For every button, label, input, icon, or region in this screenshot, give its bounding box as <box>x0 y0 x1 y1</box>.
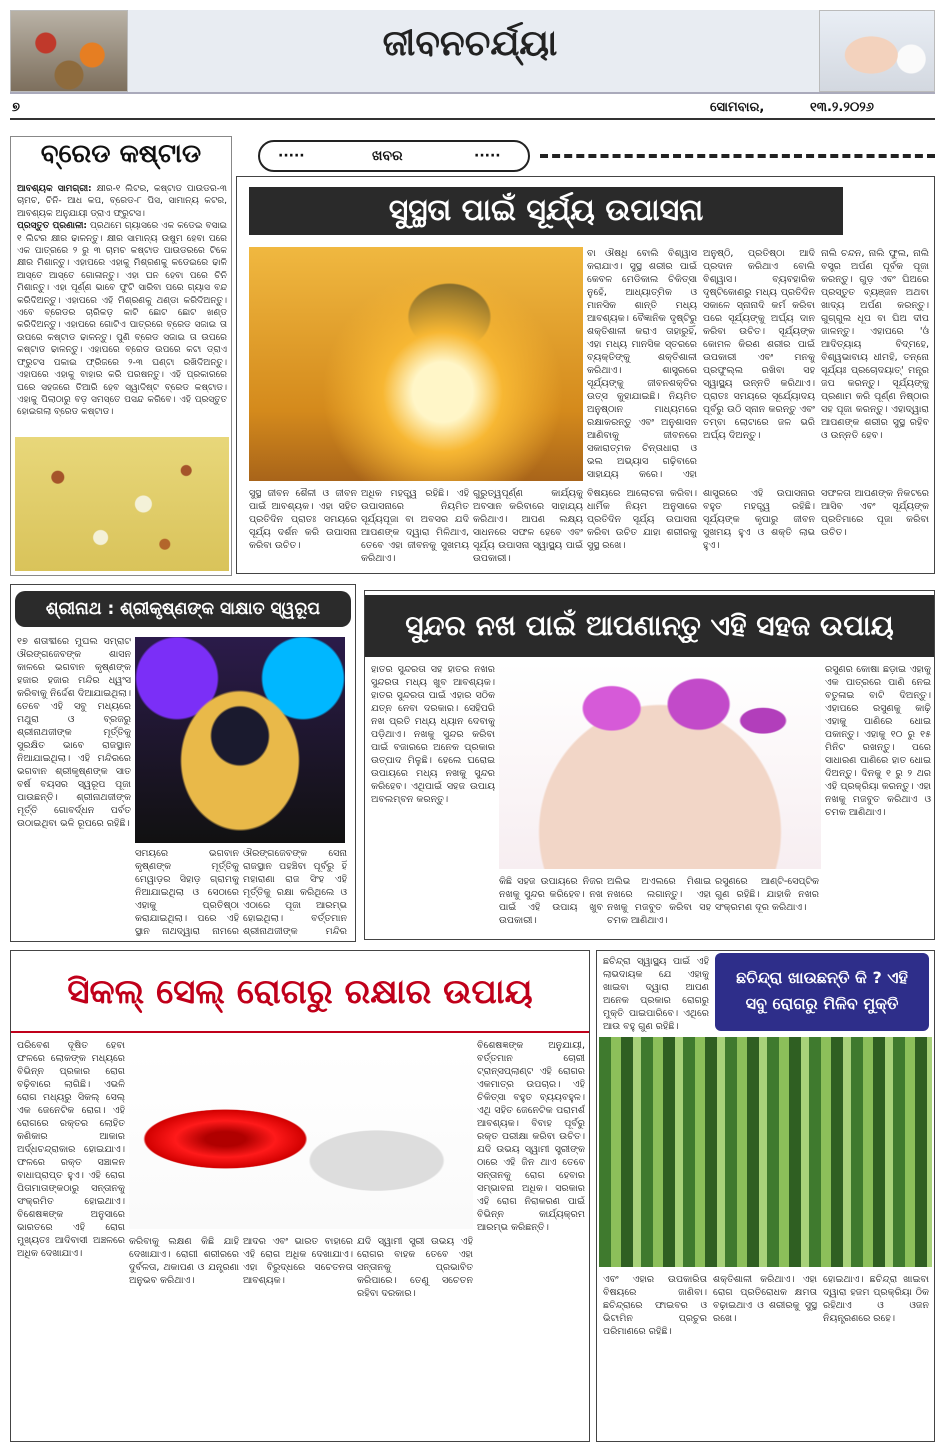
gourd-col-top: ଛଚିନ୍ଦ୍ରା ସ୍ୱାସ୍ଥ୍ୟ ପାଇଁ ଏହି ଲାଭଦାୟକ ଯେ ଏହାକୁ ଖାଇବା ଦ୍ୱାରା ଆପଣ ଅନେକ ପ୍ରକାର ରୋଗରୁ ମୁକ୍ତି ପାଇପାରିବେ। ଏଥିରେ ଆଉ ବହୁ ଗୁଣ ରହିଛି। <box>603 956 709 1032</box>
surya-article <box>236 176 935 574</box>
snake-gourd-article <box>596 950 935 1442</box>
shrinath-col-left: ୧୭ ଶତାବ୍ଦୀରେ ମୁଘଲ ସମ୍ରାଟ ଔରଙ୍ଗଜେବଙ୍କ ଶାସନ କାଳରେ ଭଗବାନ କୃଷ୍ଣଙ୍କ ହଜାର ହଜାର ମନ୍ଦିର ଧ୍ୱଂସ କରିବାକୁ ନିର୍ଦ୍ଦେଶ ଦିଆଯାଇଥିଲା। ତେବେ ଏହି ସବୁ ମଧ୍ୟରେ ମଥୁରା ଓ ବ୍ରଜରୁ ଶ୍ରୀନାଥଜୀଙ୍କ ମୂର୍ତ୍ତିକୁ ସୁରକ୍ଷିତ ଭାବେ ରାଜସ୍ଥାନ ନିଆଯାଇଥିଲା। ଏହି ମନ୍ଦିରରେ ଭଗବାନ ଶ୍ରୀକୃଷ୍ଣଙ୍କ ସାତ ବର୍ଷ ବୟସର ସ୍ୱରୂପ ପୂଜା ପାଉଛନ୍ତି। ଶ୍ରୀନାଥଜୀଙ୍କ ମୂର୍ତ୍ତି ଗୋବର୍ଦ୍ଧନ ପର୍ବତ ଉଠାଇଥିବା ଭଳି ରୂପରେ ରହିଛି। <box>17 636 131 829</box>
method-label: ପ୍ରସ୍ତୁତ ପ୍ରଣାଳୀ: <box>17 221 88 232</box>
nail-col-left: ହାତର ସୁନ୍ଦରତା ସହ ହାତର ନଖର ସୁନ୍ଦରତା ମଧ୍ୟ ଖୁବ ଆବଶ୍ୟକ। ହାତର ସୁନ୍ଦରତା ପାଇଁ ଏହାର ସଠିକ ଯତ୍ନ ନେବା ଦରକାର। ସେହିପରି ନଖ ପ୍ରତି ମଧ୍ୟ ଧ୍ୟାନ ଦେବାକୁ ପଡ଼ିଥାଏ। ନଖକୁ ସୁନ୍ଦର କରିବା ପାଇଁ ବଜାରରେ ଅନେକ ପ୍ରକାର ଉତ୍ପାଦ ମିଳୁଛି। ହେଲେ ଘରୋଇ ଉପାୟରେ ମଧ୍ୟ ନଖକୁ ସୁନ୍ଦର କରିହେବ। ଏଥିପାଇଁ ସହଜ ଉପାୟ ଅବଲମ୍ବନ କରନ୍ତୁ। <box>371 664 495 805</box>
blood-cell-image <box>129 1049 473 1229</box>
sickle-bcol-2: ଆଦର ଏବଂ ଭାରତ ବାହାରେ ଏହି ରୋଗ ଅଧିକ ଦେଖାଯାଏ। ଏହା ବିରୁଦ୍ଧରେ ସଚେତନତା ଆବଶ୍ୟକ। <box>243 1236 353 1286</box>
sickle-col-left: ପରିବେଶ ଦୂଷିତ ହେବା ଫଳରେ ଲୋକଙ୍କ ମଧ୍ୟରେ ବିଭିନ୍ନ ପ୍ରକାର ରୋଗ ବଢ଼ିବାରେ ଲାଗିଛି। ଏଭଳି ରୋଗ ମଧ୍ୟରୁ ସିକଲ୍ ସେଲ୍ ଏକ ଜେନେଟିକ ରୋଗ। ଏହି ରୋଗରେ ରକ୍ତର ଲୋହିତ କଣିକାର ଆକାର ଅର୍ଦ୍ଧଚନ୍ଦ୍ରାକାର ହୋଇଯାଏ। ଫଳରେ ରକ୍ତ ସଞ୍ଚାଳନ ବାଧାପ୍ରାପ୍ତ ହୁଏ। ଏହି ରୋଗ ପିତାମାତାଙ୍କଠାରୁ ସନ୍ତାନକୁ ସଂକ୍ରମିତ ହୋଇଥାଏ। ବିଶେଷଜ୍ଞଙ୍କ ଅନୁସାରେ ଭାରତରେ ଏହି ରୋଗ ମୁଖ୍ୟତଃ ଆଦିବାସୀ ଅଞ୍ଚଳରେ ଅଧିକ ଦେଖାଯାଏ। <box>17 1040 125 1259</box>
ingredients-label: ଆବଶ୍ୟକ ସାମଗ୍ରୀ: <box>17 184 92 194</box>
article-title: ଛଚିନ୍ଦ୍ରା ଖାଉଛନ୍ତି କି ? ଏହି ସବୁ ରୋଗରୁ ମିଳିବ ମୁକ୍ତି <box>715 953 929 1031</box>
nail-image <box>499 663 821 869</box>
article-title: ସୁନ୍ଦର ନଖ ପାଇଁ ଆପଣାନ୍ତୁ ଏହି ସହଜ ଉପାୟ <box>365 595 934 657</box>
surya-bcol-2: ଅଧିକ ମହତ୍ତ୍ୱ ରହିଛି। ଏହି ଉପାସନାରେ ନିୟମିତ ସୂର୍ଯ୍ୟପୂଜା ବା ଅବସର ଯଦି ଆପଣଙ୍କ ଦ୍ୱାରା ମିଳିଥାଏ, ତେବେ ଏହା ଜୀବନକୁ ସୁଖମୟ କରିଥାଏ। <box>361 488 469 564</box>
gourd-bcol-2: ଶକ୍ତିଶାଳୀ କରିଥାଏ। ଏହା ରୋଗ ପ୍ରତିରୋଧକ କ୍ଷମତା ବଢ଼ାଇଥାଏ ଓ ଶରୀରକୁ ସୁସ୍ଥ ରଖେ। <box>713 1274 817 1324</box>
surya-bcol-3: ଗୁରୁତ୍ୱପୂର୍ଣ୍ଣ କାର୍ଯ୍ୟକୁ ଅବସାନ କରିବାରେ ସାହାଯ୍ୟ କରିଥାଏ। ଆପଣ ଲକ୍ଷ୍ୟ ସାଧନରେ ସଫଳ ହେବେ ଏବଂ ସୂର୍ଯ୍ୟ ଉପାସନା ସ୍ୱାସ୍ଥ୍ୟ ପାଇଁ ଉପକାରୀ। <box>473 488 583 564</box>
method-text: ପ୍ରଥମେ ଗ୍ୟାସରେ ଏକ କଡେଇ ବସାଇ ୧ ଲିଟର କ୍ଷୀର ଢାଳନ୍ତୁ। କ୍ଷୀର ସାମାନ୍ୟ ଉଷୁମ ହେବା ପରେ ଏକ ପାତ୍ରରେ ୨ ରୁ ୩ ଚାମଚ କଷ୍ଟାଡ ପାଉଡରରେ ଟିକେ କ୍ଷୀର ମିଶାନ୍ତୁ। ଏହାପରେ ଏହାକୁ ମିଶ୍ରଣକୁ କଡେଇରେ ଢାଳି ଆସ୍ତେ ଆସ୍ତେ ଗୋଳାନ୍ତୁ। ଏହା ଘନ ହେବା ପରେ ଚିନି ମିଶାନ୍ତୁ। ଏହା ପୂର୍ଣ୍ଣ ଭାବେ ଫୁଟି ସାରିବା ପରେ ଗ୍ୟାସ ବନ୍ଦ କରିଦିଅନ୍ତୁ। ଏହାପରେ ଏହି ମିଶ୍ରଣକୁ ଥଣ୍ଡା କରିଦିଅନ୍ତୁ। ଏବେ ବ୍ରେଡର ଚାରିକଡ଼ କାଟି ଛୋଟ ଛୋଟ ଖଣ୍ଡ କରିଦିଅନ୍ତୁ। ଏହାପରେ ଗୋଟିଏ ପାତ୍ରରେ ବ୍ରେଡ ସଜାଇ ତା ଉପରେ କଷ୍ଟାଡ ଢାଳନ୍ତୁ। ପୁଣି ବ୍ରେଡ ସଜାଇ ତା ଉପରେ କଷ୍ଟାଡ ଢାଳନ୍ତୁ। ଏହାପରେ ବ୍ରେଡ ଉପରେ କଟା ଡ୍ରାଏ ଫ୍ରୁଟସ ପକାଇ ଫ୍ରିଜରେ ୨-୩ ଘଣ୍ଟା ରଖିଦିଅନ୍ତୁ। ଏହାପରେ ଏହାକୁ ବାହାର କରି ପରଷନ୍ତୁ। ଏହି ପ୍ରକାରରେ ଘରେ ସହଜରେ ତିଆରି ହେବ ସ୍ୱାଦିଷ୍ଟ ବ୍ରେଡ କଷ୍ଟାଡ। ଏହାକୁ ପିଲାଠାରୁ ବଡ଼ ସମସ୍ତେ ପସନ୍ଦ କରିବେ। ଏହି ପ୍ରସ୍ତୁତ ହୋଇଗଲା ବ୍ରେଡ କଷ୍ଟାଡ। <box>17 221 227 418</box>
page-number: ୭ <box>12 100 20 115</box>
nail-bcol-2: ଅଲିଭ ଅଏଲରେ ମିଶାଇ ନଖରେ ଲଗାନ୍ତୁ। ଏହା ନଖକୁ ମଜବୁତ କରିବା ସହ ଚମକ ଆଣିଥାଏ। <box>607 876 711 926</box>
gourd-bcol-1: ଏବଂ ଏହାର ଉପକାରିତା ବିଷୟରେ ଜାଣିବା। ଛଚିନ୍ଦ୍ରାରେ ଫାଇବର ଓ ଭିଟାମିନ ପ୍ରଚୁର ପରିମାଣରେ ରହିଛି। <box>603 1274 707 1337</box>
nail-bcol-1: କିଛି ସହଜ ଉପାୟରେ ନିଜର ନଖକୁ ସୁନ୍ଦର କରିହେବ। ନଖ ପାଇଁ ଏହି ଉପାୟ ଖୁବ ଉପକାରୀ। <box>499 876 603 926</box>
masthead: ଜୀବନଚର୍ଯ୍ୟା <box>382 22 558 64</box>
sickle-cell-article <box>10 950 590 1442</box>
dots-left: ····· <box>278 148 305 164</box>
surya-col-2: ଅନୁଷ୍ଠି, ପ୍ରତିଷ୍ଠା ଆଦି ପ୍ରଦାନ କରିଥାଏ ବୋଲି ବିଶ୍ୱାସ। ବ୍ୟବହାରିକ ଦୃଷ୍ଟିକୋଣରୁ ମଧ୍ୟ ପ୍ରତିଦିନ ସକାଳେ ସ୍ନାନାଦି କର୍ମ କରିବା ପରେ ସୂର୍ଯ୍ୟଙ୍କୁ ଅର୍ଘ୍ୟ ଦାନ କରିବା ଉଚିତ। ସୂର୍ଯ୍ୟଙ୍କ କୋମଳ କିରଣ ଶରୀର ପାଇଁ ଉପକାରୀ ଏବଂ ମନକୁ ପ୍ରଫୁଲ୍ଲ ରଖିବା ସହ ସ୍ୱାସ୍ଥ୍ୟ ଉନ୍ନତି କରିଥାଏ। ପ୍ରାତଃ ସମୟରେ ସୂର୍ଯ୍ୟୋଦୟ ପୂର୍ବରୁ ଉଠି ସ୍ନାନ କରନ୍ତୁ ଏବଂ ତମ୍ବା ଲୋଟାରେ ଜଳ ଭରି ଅର୍ଘ୍ୟ ଦିଅନ୍ତୁ। <box>703 248 815 441</box>
spices-image <box>10 10 128 92</box>
sickle-bcol-1: କରିବାକୁ ଲକ୍ଷଣ କିଛି ଯାହି ଦେଖାଯାଏ। ରୋଗୀ ଶରୀରରେ ଦୁର୍ବଳତା, ଥକାପଣ ଓ ଯନ୍ତ୍ରଣା ଅନୁଭବ କରିଥାଏ। <box>129 1236 239 1286</box>
sickle-bcol-3: ଯଦି ସ୍ୱାମୀ ସ୍ତ୍ରୀ ଉଭୟ ଏହି ରୋଗର ବାହକ ତେବେ ଏହା ସନ୍ତାନକୁ ପ୍ରଭାବିତ କରିପାରେ। ତେଣୁ ସଚେତନ ରହିବା ଦରକାର। <box>357 1236 473 1299</box>
shrinath-image <box>135 637 345 843</box>
khabar-label <box>258 140 530 172</box>
day-label: ସୋମବାର, <box>710 100 765 115</box>
page-info-bar <box>10 98 935 120</box>
article-title: ଶ୍ରୀନାଥ : ଶ୍ରୀକୃଷ୍ଣଙ୍କ ସାକ୍ଷାତ ସ୍ୱରୂପ <box>15 591 351 627</box>
dots-right: ····· <box>474 148 501 164</box>
surya-bcol-4: ବିଷୟରେ ଆଲୋଚନା କରିବା। ଧାର୍ମିକ ନିୟମ ଅନୁସାରେ ପ୍ରତିଦିନ ସୂର୍ଯ୍ୟ ଉପାସନା କରିବା ଉଚିତ ଯାହା ଶରୀରକୁ ସୁସ୍ଥ ରଖେ। <box>587 488 697 551</box>
article-title: ବ୍ରେଡ କଷ୍ଟାଡ <box>40 139 202 169</box>
surya-bcol-1: ସୁସ୍ଥ ଜୀବନ ଶୈଳୀ ଓ ଜୀବନ ପାଇଁ ଆବଶ୍ୟକ। ଏହା ସହିତ ପ୍ରତିଦିନ ପ୍ରାତଃ ସମୟରେ ସୂର୍ଯ୍ୟ ଦର୍ଶନ କରି ଉପାସନା କରିବା ଉଚିତ। <box>249 488 357 551</box>
surya-col-1: ବା ଔଷଧି ବୋଲି ବିଶ୍ୱାସ କରାଯାଏ। ସୁସ୍ଥ ଶରୀର ପାଇଁ କେବଳ ମେଡିକାଲ ଚିକିତ୍ସା ନୁହେଁ, ଆଧ୍ୟାତ୍ମିକ ଓ ମାନସିକ ଶାନ୍ତି ମଧ୍ୟ ଆବଶ୍ୟକ। ବୈଜ୍ଞାନିକ ଦୃଷ୍ଟିରୁ ଶକ୍ତିଶାଳୀ କରାଏ ତାହାରୁହିଁ, ଏହା ମଧ୍ୟ ମାନସିକ ସ୍ତରରେ ବ୍ୟକ୍ତିଙ୍କୁ ଶକ୍ତିଶାଳୀ କରିଥାଏ। ଶାସ୍ତ୍ରରେ ସୂର୍ଯ୍ୟଙ୍କୁ ଜୀବନଶକ୍ତିର ଉତ୍ସ କୁହାଯାଇଛି। ନିୟମିତ ଅନୁଷ୍ଠାନ ମାଧ୍ୟମରେ ରକ୍ଷାକରନ୍ତୁ ଏବଂ ଅନୁଶାସନ ଆଣିବାକୁ ଜୀବନରେ ସକାରାତ୍ମକ ଚିନ୍ତାଧାରା ଓ ଭଲ ଅଭ୍ୟାସ ଗଢ଼ିବାରେ ସାହାଯ୍ୟ କରେ। ଏହା <box>587 248 697 480</box>
date-label: ୧୩.୨.୨୦୨୬ <box>810 100 874 115</box>
khabar-text: ଖବର <box>372 148 403 164</box>
surya-bcol-5: ଶାସ୍ତ୍ରରେ ଏହି ଉପାସନାର ବହୁତ ମହତ୍ତ୍ୱ ରହିଛି। ସୂର୍ଯ୍ୟଙ୍କ କୃପାରୁ ଜୀବନ ସୁଖମୟ ହୁଏ ଓ ଶକ୍ତି ଲାଭ ହୁଏ। <box>703 488 815 551</box>
ingredients-text: କ୍ଷୀର-୧ ଲିଟର, କଷ୍ଟାଡ ପାଉଡର-୩ ଚାମଚ, ଚିନି- ଆଧ କପ, ବ୍ରେଡ-୮ ପିସ, ସାମାନ୍ୟ କଟର, ଆବଶ୍ୟକ ଅନୁଯାୟୀ ଡ୍ରାଏ ଫ୍ରୁଟସ। <box>17 184 227 219</box>
gourd-bcol-3: ହୋଇଥାଏ। ଛଚିନ୍ଦ୍ରା ଖାଇବା ଦ୍ୱାରା ହଜମ ପ୍ରକ୍ରିୟା ଠିକ ରହିଥାଏ ଓ ଓଜନ ନିୟନ୍ତ୍ରଣରେ ରହେ। <box>823 1274 929 1324</box>
nail-article <box>364 590 935 940</box>
custard-image <box>15 437 229 571</box>
recipe-body <box>17 183 227 433</box>
shrinath-bcol-2: ଔରଙ୍ଗଜେବଙ୍କ ସେନା ରାଜସ୍ଥାନ ପହଞ୍ଚିବା ପୂର୍ବରୁ ହିଁ ମହାରାଣା ରାଜ ସିଂହ ଏହି ମୂର୍ତ୍ତିକୁ ରକ୍ଷା କରିଥିଲେ ଓ ଏଠାରେ ପୂଜା ଆରମ୍ଭ ହୋଇଥିଲା। ବର୍ତ୍ତମାନ ଶ୍ରୀନାଥଜୀଙ୍କ ମନ୍ଦିର <box>243 848 347 937</box>
sun-worship-image <box>249 247 583 481</box>
surya-col-3: ନାଲି ଚନ୍ଦନ, ନାଲି ଫୁଲ, ନାଲି ବସ୍ତ୍ର ଅର୍ପଣ ପୂର୍ବକ ପୂଜା କରନ୍ତୁ। ଗୁଡ଼ ଏବଂ ଘିଅରେ ପ୍ରସ୍ତୁତ ବ୍ୟଞ୍ଜନ ଅଥବା ଖାଦ୍ୟ ଅର୍ପଣ କରନ୍ତୁ। ଗୁଗ୍ଗୁଲ ଧୂପ ବା ଘିଅ ଦୀପ ଜାଳନ୍ତୁ। ଏହାପରେ 'ଓଁ ଆଦିତ୍ୟାୟ ବିଦ୍ମହେ, ବିଶ୍ୱଭାବାୟ ଧୀମହି, ତନ୍ନୋ ସୂର୍ଯ୍ୟଃ ପ୍ରଚୋଦୟାତ୍' ମନ୍ତ୍ର ଜପ କରନ୍ତୁ। ସୂର୍ଯ୍ୟଙ୍କୁ ପ୍ରଣାମ କରି ପୂର୍ଣ୍ଣ ନିଷ୍ଠାର ସହ ପୂଜା କରନ୍ତୁ। ଏହାଦ୍ୱାରା ଆପଣଙ୍କ ଶରୀର ସୁସ୍ଥ ରହିବ ଓ ଉନ୍ନତି ହେବ। <box>821 248 929 441</box>
shrinath-bcol-1: ସମୟରେ ଭଗବାନ କୃଷ୍ଣଙ୍କ ମୂର୍ତ୍ତିକୁ ମେୱାଡ଼ର ସିହାଡ଼ ଗ୍ରାମକୁ ନିଆଯାଇଥିଲା ଓ ସେଠାରେ ଏହାକୁ ପ୍ରତିଷ୍ଠା କରାଯାଇଥିଲା। ପରେ ଏହି ସ୍ଥାନ ନାଥଦ୍ୱାରା ନାମରେ <box>135 848 239 937</box>
snake-gourd-image <box>599 1037 932 1267</box>
nail-col-right: ରସୁଣର କୋଷା ଛଡ଼ାଇ ଏହାକୁ ଏକ ପାତ୍ରରେ ପାଣି ନେଇ ବତୁଳାଇ ବାଟି ଦିଅନ୍ତୁ। ଏହାପରେ ରସୁଣକୁ କାଢ଼ି ଏହାକୁ ପାଣିରେ ଧୋଇ ପକାନ୍ତୁ। ଏହାକୁ ୧୦ ରୁ ୧୫ ମିନିଟ ରଖନ୍ତୁ। ପରେ ସାଧାରଣ ପାଣିରେ ହାତ ଧୋଇ ଦିଅନ୍ତୁ। ଦିନକୁ ୧ ରୁ ୨ ଥର ଏହି ପ୍ରକ୍ରିୟା କରନ୍ତୁ। ଏହା ନଖକୁ ମଜବୁତ କରିଥାଏ ଓ ଚମକ ଆଣିଥାଏ। <box>825 664 931 818</box>
surya-bcol-6: ସଫଳତା ଆପଣଙ୍କ ନିକଟରେ ଆସିବ ଏବଂ ସୂର୍ଯ୍ୟଙ୍କ ପ୍ରତିମାରେ ପୂଜା କରିବା ଉଚିତ। <box>821 488 929 538</box>
divider-dashes <box>540 154 935 158</box>
article-title: ସିକଲ୍ ସେଲ୍ ରୋଗରୁ ରକ୍ଷାର ଉପାୟ <box>11 951 589 1033</box>
sickle-col-right: ବିଶେଷଜ୍ଞଙ୍କ ଅନୁଯାୟୀ, ବର୍ତ୍ତମାନ ଚୋରୀ ଟ୍ରାନ୍ସପ୍ଲାଣ୍ଟ ଏହି ରୋଗର ଏକମାତ୍ର ଉପଚାର। ଏହି ଚିକିତ୍ସା ବହୁତ ବ୍ୟୟବହୁଳ। ଏଥି ସହିତ ଜେନେଟିକ ପରାମର୍ଶ ଆବଶ୍ୟକ। ବିବାହ ପୂର୍ବରୁ ରକ୍ତ ପରୀକ୍ଷା କରିବା ଉଚିତ। ଯଦି ଉଭୟ ସ୍ୱାମୀ ସ୍ତ୍ରୀଙ୍କ ଠାରେ ଏହି ଜିନ ଥାଏ ତେବେ ସନ୍ତାନକୁ ରୋଗ ହେବାର ସମ୍ଭାବନା ଅଧିକ। ସରକାର ଏହି ରୋଗ ନିରାକରଣ ପାଇଁ ବିଭିନ୍ନ କାର୍ଯ୍ୟକ୍ରମ ଆରମ୍ଭ କରିଛନ୍ତି। <box>477 1040 585 1233</box>
shrinath-article <box>10 584 356 942</box>
nail-bcol-3: ରସୁଣରେ ଆଣ୍ଟି-ସେପ୍ଟିକ ଗୁଣ ରହିଛି। ଯାହାକି ନଖର ସଂକ୍ରମଣ ଦୂର କରିଥାଏ। <box>715 876 819 913</box>
face-care-image <box>819 10 935 92</box>
article-title: ସୁସ୍ଥତା ପାଇଁ ସୂର୍ଯ୍ୟ ଉପାସନା <box>249 187 843 235</box>
bread-custard-article <box>10 136 232 576</box>
